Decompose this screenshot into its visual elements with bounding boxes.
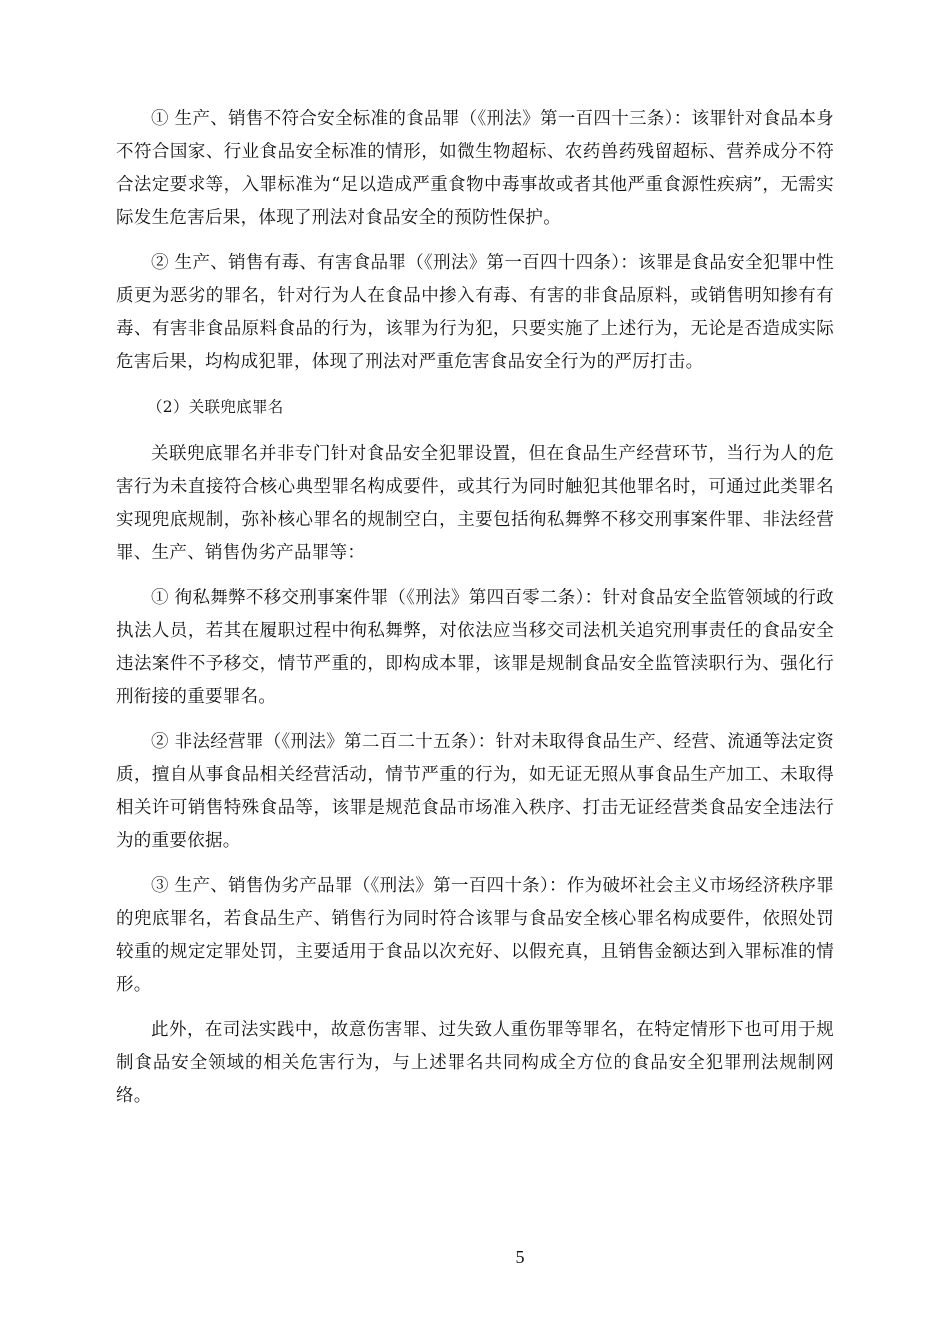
paragraph-crime-favoritism: ① 徇私舞弊不移交刑事案件罪（《刑法》第四百零二条）：针对食品安全监管领域的行政执法人员，若其在履职过程中徇私舞弊，对依法应当移交司法机关追究刑事责任的食品安全违法案件不予移交，情节严重的，即构成本罪，该罪是规制食品安全监管渎职行为、强化行刑衔接的重要罪名。	[116, 588, 834, 707]
paragraph-crime-unsafe-food: ① 生产、销售不符合安全标准的食品罪（《刑法》第一百四十三条）：该罪针对食品本身不符合国家、行业食品安全标准的情形，如微生物超标、农药兽药残留超标、营养成分不符合法定要求等，入罪标准为“足以造成严重食物中毒事故或者其他严重食源性疾病”，无需实际发生危害后果，体现了刑法对食品安全的预防性保护。	[116, 109, 834, 228]
paragraph-crime-toxic-food: ② 生产、销售有毒、有害食品罪（《刑法》第一百四十四条）：该罪是食品安全犯罪中性质更为恶劣的罪名，针对行为人在食品中掺入有毒、有害的非食品原料，或销售明知掺有有毒、有害非食品原料食品的行为，该罪为行为犯，只要实施了上述行为，无论是否造成实际危害后果，均构成犯罪，体现了刑法对严重危害食品安全行为的严厉打击。	[116, 253, 834, 372]
document-body	[116, 103, 834, 1125]
paragraph-crime-fake-products: ③ 生产、销售伪劣产品罪（《刑法》第一百四十条）：作为破坏社会主义市场经济秩序罪的兜底罪名，若食品生产、销售行为同时符合该罪与食品安全核心罪名构成要件，依照处罚较重的规定定罪处罚，主要适用于食品以次充好、以假充真，且销售金额达到入罪标准的情形。	[116, 876, 834, 995]
paragraph-crime-illegal-business: ② 非法经营罪（《刑法》第二百二十五条）：针对未取得食品生产、经营、流通等法定资质，擅自从事食品相关经营活动，情节严重的行为，如无证无照从事食品生产加工、未取得相关许可销售特殊食品等，该罪是规范食品市场准入秩序、打击无证经营类食品安全违法行为的重要依据。	[116, 732, 834, 851]
paragraph-related-crimes-intro: 关联兜底罪名并非专门针对食品安全犯罪设置，但在食品生产经营环节，当行为人的危害行为未直接符合核心典型罪名构成要件，或其行为同时触犯其他罪名时，可通过此类罪名实现兜底规制，弥补核心罪名的规制空白，主要包括徇私舞弊不移交刑事案件罪、非法经营罪、生产、销售伪劣产品罪等：	[116, 444, 834, 563]
paragraph-conclusion: 此外，在司法实践中，故意伤害罪、过失致人重伤罪等罪名，在特定情形下也可用于规制食品安全领域的相关危害行为，与上述罪名共同构成全方位的食品安全犯罪刑法规制网络。	[116, 1020, 834, 1106]
section-heading-related-crimes: （2）关联兜底罪名	[147, 398, 284, 416]
page-number: 5	[515, 1247, 525, 1267]
